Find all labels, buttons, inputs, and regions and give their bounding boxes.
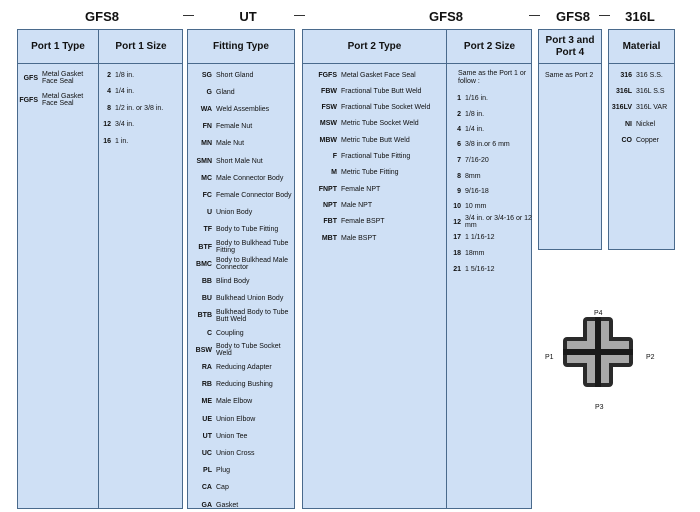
fitting-type-code: BB xyxy=(201,277,212,285)
fitting-type-row xyxy=(188,206,294,220)
fitting-type-description: Coupling xyxy=(216,329,244,337)
port2-type-row xyxy=(303,168,446,178)
fitting-panel xyxy=(187,29,295,509)
code-port2: GFS8 xyxy=(429,9,463,24)
port2-size-description: 9/16-18 xyxy=(465,187,489,195)
fitting-type-row xyxy=(188,464,294,478)
port2-size-code: 21 xyxy=(453,265,461,273)
port2-size-description: 1/8 in. xyxy=(465,110,485,118)
port1-type-description: Metal Gasket Face Seal xyxy=(42,71,84,85)
fitting-type-code: UC xyxy=(201,449,212,457)
fitting-type-description: Short Gland xyxy=(216,71,254,79)
port34-panel xyxy=(538,29,602,250)
port2-type-row xyxy=(303,103,446,113)
port2-type-column xyxy=(303,30,446,508)
material-row xyxy=(609,136,674,146)
port2-type-code: FBT xyxy=(323,218,337,226)
port2-type-header: Port 2 Type xyxy=(303,30,446,64)
fitting-type-code: RB xyxy=(201,381,212,389)
port2-type-code: FSW xyxy=(321,104,337,112)
port2-size-description: 18mm xyxy=(465,249,485,257)
fitting-type-column xyxy=(188,30,294,508)
port2-size-row xyxy=(447,231,532,243)
port1-size-row xyxy=(99,87,183,97)
port2-size-description: 1 1/16-12 xyxy=(465,233,495,241)
fitting-type-row xyxy=(188,378,294,392)
fitting-type-description: Male Elbow xyxy=(216,398,253,406)
fitting-type-description: Male Connector Body xyxy=(216,174,284,182)
port2-size-code: 8 xyxy=(457,172,461,180)
port2-type-row xyxy=(303,152,446,162)
material-header: Material xyxy=(609,30,674,64)
material-code: CO xyxy=(621,137,632,145)
fitting-type-row xyxy=(188,85,294,99)
separator-dash xyxy=(294,15,305,16)
fitting-type-description: Male Nut xyxy=(216,140,245,148)
port1-size-code: 12 xyxy=(103,121,111,128)
fitting-type-description: Body to Tube Fitting xyxy=(216,226,279,234)
fitting-type-description: Blind Body xyxy=(216,277,250,285)
port2-size-description: 7/16-20 xyxy=(465,156,489,164)
port2-size-row xyxy=(447,92,532,104)
material-description: Copper xyxy=(636,137,659,145)
separator-dash xyxy=(529,15,540,16)
port2-size-description: 1 5/16-12 xyxy=(465,265,495,273)
fitting-type-code: FC xyxy=(202,191,212,199)
fitting-type-row xyxy=(188,292,294,306)
material-code: 316 xyxy=(620,71,632,79)
fitting-type-row xyxy=(188,154,294,168)
fitting-type-row xyxy=(188,481,294,495)
fitting-type-code: BSW xyxy=(195,346,212,354)
port2-type-code: MBW xyxy=(319,136,337,144)
port2-type-description: Metric Tube Butt Weld xyxy=(341,136,410,144)
port2-size-row xyxy=(447,200,532,212)
port2-size-code: 12 xyxy=(453,218,461,226)
fitting-type-description: Weld Assemblies xyxy=(216,105,270,113)
port2-size-description: 1/16 in. xyxy=(465,94,488,102)
port2-type-row xyxy=(303,70,446,80)
port1-panel xyxy=(17,29,183,509)
port2-size-description: 3/8 in.or 6 mm xyxy=(465,140,510,148)
port2-type-description: Female BSPT xyxy=(341,218,385,226)
fitting-type-row xyxy=(188,102,294,116)
fitting-type-description: Body to Tube Socket Weld xyxy=(216,343,281,358)
port2-type-row xyxy=(303,135,446,145)
fitting-type-code: MC xyxy=(201,174,212,182)
port2-size-header: Port 2 Size xyxy=(447,30,532,64)
port1-size-row xyxy=(99,136,183,146)
port1-type-header: Port 1 Type xyxy=(18,30,98,64)
fitting-type-row xyxy=(188,412,294,426)
fitting-type-code: TF xyxy=(203,226,212,234)
fitting-type-description: Body to Bulkhead Male Connector xyxy=(216,257,288,272)
port1-size-column xyxy=(98,30,183,508)
cross-horizontal-bore xyxy=(563,349,633,355)
port2-type-row xyxy=(303,200,446,210)
material-description: 316 S.S. xyxy=(636,71,663,79)
code-port34: GFS8 xyxy=(556,9,590,24)
fitting-type-code: SG xyxy=(201,71,212,79)
port2-size-description: 3/4 in. or 3/4-16 or 12 mm xyxy=(465,215,532,229)
code-fitting: UT xyxy=(239,9,257,24)
port2-size-code: 2 xyxy=(457,110,461,118)
fitting-type-code: FN xyxy=(202,123,212,131)
fitting-type-description: Female Connector Body xyxy=(216,191,292,199)
fitting-type-code: ME xyxy=(201,398,212,406)
fitting-type-row xyxy=(188,498,294,512)
port1-type-code: FGFS xyxy=(19,96,38,104)
fitting-type-code: GA xyxy=(201,501,212,509)
material-description: Nickel xyxy=(636,120,656,128)
port1-size-code: 8 xyxy=(107,104,111,112)
fitting-type-code: WA xyxy=(200,105,212,113)
fitting-type-code: RA xyxy=(201,363,212,371)
fitting-type-row xyxy=(188,257,294,271)
fitting-type-code: UT xyxy=(202,432,212,440)
port2-size-code: 6 xyxy=(457,140,461,148)
port2-type-code: FNPT xyxy=(318,185,337,193)
fitting-type-code: MN xyxy=(201,140,212,148)
port1-size-row xyxy=(99,103,183,113)
fitting-type-row xyxy=(188,120,294,134)
port2-type-row xyxy=(303,119,446,129)
port1-size-description: 1 in. xyxy=(115,137,129,145)
fitting-type-code: BTF xyxy=(198,243,212,251)
fitting-type-code: C xyxy=(206,329,212,337)
port2-size-row xyxy=(447,138,532,150)
port2-size-row xyxy=(447,263,532,275)
fitting-type-code: UE xyxy=(202,415,212,423)
fitting-type-row xyxy=(188,274,294,288)
port1-size-description: 1/4 in. xyxy=(115,88,135,95)
fitting-type-code: BMC xyxy=(196,260,212,268)
port-label-p4: P4 xyxy=(594,310,603,317)
port1-size-code: 16 xyxy=(103,137,111,145)
fitting-type-description: Body to Bulkhead Tube Fitting xyxy=(216,240,289,254)
port1-size-description: 1/8 in. xyxy=(115,71,135,79)
port2-type-code: M xyxy=(331,169,337,177)
fitting-type-row xyxy=(188,395,294,409)
port2-size-description: 1/4 in. xyxy=(465,125,485,133)
port2-panel xyxy=(302,29,532,509)
material-panel xyxy=(608,29,675,250)
port2-type-code: FBW xyxy=(321,87,337,95)
port2-type-code: MSW xyxy=(319,120,337,128)
port1-size-row xyxy=(99,70,183,80)
fitting-type-row xyxy=(188,223,294,237)
port2-type-row xyxy=(303,184,446,194)
fitting-type-code: G xyxy=(206,88,212,96)
material-code: NI xyxy=(625,120,632,128)
port2-size-row xyxy=(447,154,532,166)
port2-size-description: 10 mm xyxy=(465,202,487,210)
port1-type-code: GFS xyxy=(23,74,38,82)
port34-note: Same as Port 2 xyxy=(545,72,594,79)
port1-size-row xyxy=(99,120,183,130)
port2-size-code: 1 xyxy=(457,94,461,102)
port-label-p1: P1 xyxy=(545,354,554,361)
fitting-type-description: Union Cross xyxy=(216,449,255,457)
port2-size-row xyxy=(447,247,532,259)
port2-size-row xyxy=(447,108,532,120)
fitting-type-row xyxy=(188,429,294,443)
fitting-type-row xyxy=(188,137,294,151)
port1-size-description: 1/2 in. or 3/8 in. xyxy=(115,104,164,112)
material-row xyxy=(609,86,674,96)
fitting-type-row xyxy=(188,326,294,340)
port2-type-row xyxy=(303,217,446,227)
port2-type-code: F xyxy=(332,153,337,160)
port2-type-description: Fractional Tube Butt Weld xyxy=(341,87,422,95)
code-material: 316L xyxy=(625,9,655,24)
material-code: 316L xyxy=(616,87,632,95)
fitting-type-row xyxy=(188,360,294,374)
port34-column xyxy=(539,30,601,249)
port-label-p2: P2 xyxy=(646,354,655,361)
fitting-type-row xyxy=(188,240,294,254)
port1-type-column xyxy=(18,30,98,508)
port2-size-row xyxy=(447,170,532,182)
port2-type-description: Metric Tube Fitting xyxy=(341,169,399,177)
material-row xyxy=(609,103,674,113)
port2-size-code: 4 xyxy=(457,125,461,133)
fitting-type-code: CA xyxy=(201,484,212,492)
port2-size-row xyxy=(447,123,532,135)
fitting-type-description: Gland xyxy=(216,88,235,96)
fitting-type-description: Bulkhead Body to Tube Butt Weld xyxy=(216,308,289,323)
separator-dash xyxy=(183,15,194,16)
port2-size-code: 9 xyxy=(457,187,461,195)
port2-size-code: 17 xyxy=(453,233,461,241)
fitting-type-row xyxy=(188,188,294,202)
port1-size-code: 2 xyxy=(107,71,111,79)
fitting-type-description: Cap xyxy=(216,484,229,492)
port2-size-row xyxy=(447,216,532,228)
fitting-type-code: BU xyxy=(201,295,212,303)
fitting-type-description: Union Tee xyxy=(216,432,248,440)
fitting-type-description: Bulkhead Union Body xyxy=(216,295,284,303)
material-description: 316L VAR xyxy=(636,104,668,112)
fitting-type-row xyxy=(188,309,294,323)
material-row xyxy=(609,70,674,80)
port2-type-row xyxy=(303,233,446,243)
port1-size-header: Port 1 Size xyxy=(99,30,183,64)
port1-size-description: 3/4 in. xyxy=(115,121,135,128)
port2-type-description: Metal Gasket Face Seal xyxy=(341,71,416,79)
port2-type-description: Female NPT xyxy=(341,185,381,193)
fitting-type-description: Short Male Nut xyxy=(216,157,263,165)
port2-type-code: FGFS xyxy=(318,71,337,79)
port2-size-description: 8mm xyxy=(465,172,481,180)
material-description: 316L S.S xyxy=(636,87,665,95)
union-cross-diagram xyxy=(543,307,653,397)
material-code: 316LV xyxy=(611,104,632,112)
port-label-p3: P3 xyxy=(595,404,604,411)
fitting-type-description: Reducing Bushing xyxy=(216,381,273,389)
port2-size-column xyxy=(446,30,532,508)
port2-size-code: 10 xyxy=(453,202,461,210)
port1-type-row xyxy=(18,70,98,86)
fitting-type-description: Reducing Adapter xyxy=(216,363,272,371)
port2-type-description: Male NPT xyxy=(341,201,373,209)
port2-type-row xyxy=(303,86,446,96)
port34-header: Port 3 and Port 4 xyxy=(539,30,601,64)
port2-type-code: NPT xyxy=(323,201,337,209)
material-column xyxy=(609,30,674,249)
fitting-type-code: PL xyxy=(203,467,212,475)
port2-size-row xyxy=(447,185,532,197)
fitting-type-row xyxy=(188,446,294,460)
fitting-type-description: Female Nut xyxy=(216,123,253,131)
fitting-type-description: Plug xyxy=(216,467,231,475)
port1-type-row xyxy=(18,92,98,108)
fitting-type-code: SMN xyxy=(196,157,212,165)
port2-type-code: MBT xyxy=(321,234,337,242)
port1-size-code: 4 xyxy=(107,88,111,95)
port2-type-description: Male BSPT xyxy=(341,234,377,242)
code-port1: GFS8 xyxy=(85,9,119,24)
port2-size-code: 18 xyxy=(453,249,461,257)
material-row xyxy=(609,119,674,129)
fitting-type-row xyxy=(188,68,294,82)
fitting-type-row xyxy=(188,343,294,357)
fitting-type-description: Union Elbow xyxy=(216,415,256,423)
fitting-type-code: BTB xyxy=(197,312,212,320)
fitting-type-description: Gasket xyxy=(216,501,239,509)
port2-size-note: Same as the Port 1 or follow : xyxy=(458,70,527,85)
separator-dash xyxy=(599,15,610,16)
fitting-type-row xyxy=(188,171,294,185)
port2-size-code: 7 xyxy=(457,156,461,164)
port2-type-description: Fractional Tube Socket Weld xyxy=(341,104,431,112)
port2-type-description: Metric Tube Socket Weld xyxy=(341,120,419,128)
port1-type-description: Metal Gasket Face Seal xyxy=(42,93,84,107)
fitting-type-description: Union Body xyxy=(216,209,253,217)
fitting-type-code: U xyxy=(206,209,212,217)
fitting-type-header: Fitting Type xyxy=(188,30,294,64)
port2-type-description: Fractional Tube Fitting xyxy=(341,153,411,160)
